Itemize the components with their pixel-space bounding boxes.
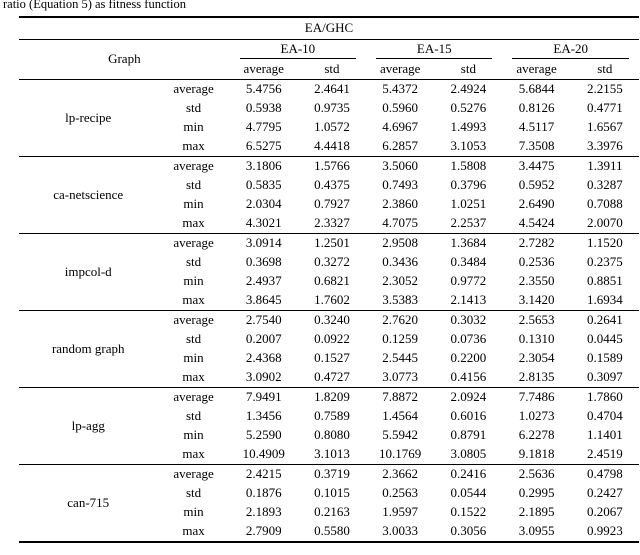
- value-cell: 1.3456: [245, 408, 282, 424]
- stat-label-cell: max: [182, 369, 205, 385]
- stat-label-cell: min: [183, 350, 204, 366]
- value-cell: 3.1806: [230, 157, 298, 177]
- value-cell: 4.3021: [245, 215, 282, 231]
- value-cell: 1.5766: [298, 157, 366, 177]
- value-cell: 2.7909: [245, 523, 282, 539]
- value-cell: 1.7860: [571, 388, 639, 408]
- value-cell: 6.5275: [245, 138, 282, 154]
- table-title: EA/GHC: [19, 17, 639, 40]
- value-cell: 0.1527: [314, 350, 350, 366]
- table-row: [19, 465, 639, 485]
- value-cell: 0.7927: [314, 196, 350, 212]
- value-cell: 0.2067: [586, 504, 623, 520]
- value-cell: 2.2155: [571, 80, 639, 100]
- value-cell: 2.7282: [502, 234, 570, 254]
- value-cell: 3.0033: [382, 523, 419, 539]
- stat-label-cell: std: [185, 100, 202, 116]
- stat-label-cell: max: [182, 138, 205, 154]
- value-cell: 4.6967: [382, 119, 419, 135]
- stat-label-cell: min: [183, 196, 204, 212]
- value-cell: 0.4798: [571, 465, 639, 485]
- value-cell: 0.9923: [586, 523, 623, 539]
- value-cell: 2.4641: [298, 80, 366, 100]
- value-cell: 2.2537: [450, 215, 487, 231]
- subheader-std: std: [571, 59, 639, 80]
- stat-label-cell: average: [157, 311, 229, 331]
- value-cell: 0.3032: [434, 311, 502, 331]
- value-cell: 1.4564: [382, 408, 419, 424]
- stat-label-cell: std: [185, 254, 202, 270]
- value-cell: 0.3097: [586, 369, 623, 385]
- value-cell: 0.1589: [586, 350, 623, 366]
- value-cell: 0.3436: [382, 254, 419, 270]
- value-cell: 0.5960: [382, 100, 419, 116]
- value-cell: 2.3054: [518, 350, 555, 366]
- graph-name-cell: impcol-d: [19, 234, 157, 311]
- value-cell: 2.5653: [502, 311, 570, 331]
- value-cell: 0.6821: [314, 273, 350, 289]
- value-cell: 2.9508: [366, 234, 434, 254]
- value-cell: 0.0922: [314, 331, 350, 347]
- value-cell: 9.1818: [518, 446, 555, 462]
- value-cell: 0.0445: [586, 331, 623, 347]
- column-group-row: [19, 40, 639, 60]
- value-cell: 0.7589: [314, 408, 350, 424]
- value-cell: 1.2501: [298, 234, 366, 254]
- stat-label-cell: std: [185, 177, 202, 193]
- value-cell: 0.1259: [382, 331, 419, 347]
- value-cell: 3.5060: [366, 157, 434, 177]
- value-cell: 4.5117: [518, 119, 555, 135]
- subheader-std: std: [434, 59, 502, 80]
- value-cell: 3.5383: [382, 292, 419, 308]
- value-cell: 5.6844: [502, 80, 570, 100]
- value-cell: 1.5808: [434, 157, 502, 177]
- caption-text: ratio (Equation 5) as fitness function: [3, 0, 186, 11]
- value-cell: 3.3976: [586, 138, 623, 154]
- value-cell: 3.0955: [518, 523, 555, 539]
- value-cell: 0.4156: [450, 369, 487, 385]
- value-cell: 0.5835: [245, 177, 282, 193]
- value-cell: 5.4756: [230, 80, 298, 100]
- value-cell: 0.3240: [298, 311, 366, 331]
- value-cell: 3.0805: [450, 446, 487, 462]
- subheader-std: std: [298, 59, 366, 80]
- stat-label-cell: max: [182, 292, 205, 308]
- graph-name-cell: ca-netscience: [19, 157, 157, 234]
- table-row: [19, 80, 639, 100]
- value-cell: 4.5424: [518, 215, 555, 231]
- value-cell: 3.8645: [245, 292, 282, 308]
- table-row: [19, 157, 639, 177]
- value-cell: 7.9491: [230, 388, 298, 408]
- value-cell: 0.2563: [382, 485, 419, 501]
- stat-label-cell: std: [185, 485, 202, 501]
- value-cell: 2.0924: [434, 388, 502, 408]
- value-cell: 0.3698: [245, 254, 282, 270]
- value-cell: 5.2590: [245, 427, 282, 443]
- stat-label-cell: std: [185, 408, 202, 424]
- graph-name-cell: lp-agg: [19, 388, 157, 465]
- value-cell: 2.3860: [382, 196, 419, 212]
- value-cell: 0.8791: [450, 427, 487, 443]
- value-cell: 0.8126: [518, 100, 555, 116]
- subheader-average: average: [366, 59, 434, 80]
- value-cell: 0.2536: [518, 254, 555, 270]
- stat-label-cell: max: [182, 523, 205, 539]
- value-cell: 5.4372: [366, 80, 434, 100]
- value-cell: 0.2427: [586, 485, 623, 501]
- value-cell: 1.3911: [571, 157, 639, 177]
- value-cell: 1.7602: [314, 292, 350, 308]
- subheader-average: average: [502, 59, 570, 80]
- value-cell: 0.9735: [314, 100, 350, 116]
- value-cell: 2.5445: [382, 350, 419, 366]
- stat-label-cell: min: [183, 273, 204, 289]
- value-cell: 2.0070: [586, 215, 623, 231]
- value-cell: 0.4375: [314, 177, 350, 193]
- stat-label-cell: std: [185, 331, 202, 347]
- value-cell: 0.2375: [586, 254, 623, 270]
- value-cell: 0.7493: [382, 177, 419, 193]
- stat-label-cell: average: [157, 80, 229, 100]
- value-cell: 0.2995: [518, 485, 555, 501]
- value-cell: 4.7075: [382, 215, 419, 231]
- value-cell: 0.1310: [518, 331, 555, 347]
- stat-label-cell: min: [183, 504, 204, 520]
- value-cell: 3.0914: [230, 234, 298, 254]
- value-cell: 3.1053: [450, 138, 487, 154]
- value-cell: 0.3484: [450, 254, 487, 270]
- value-cell: 6.2857: [382, 138, 419, 154]
- value-cell: 0.3796: [450, 177, 487, 193]
- graph-name-cell: lp-recipe: [19, 80, 157, 157]
- value-cell: 0.3272: [314, 254, 350, 270]
- value-cell: 2.4215: [230, 465, 298, 485]
- stat-label-cell: average: [157, 388, 229, 408]
- value-cell: 4.4418: [314, 138, 350, 154]
- value-cell: 2.1895: [518, 504, 555, 520]
- stat-label-cell: max: [182, 446, 205, 462]
- value-cell: 1.6934: [586, 292, 623, 308]
- value-cell: 2.7540: [230, 311, 298, 331]
- value-cell: 3.4475: [502, 157, 570, 177]
- value-cell: 2.4937: [245, 273, 282, 289]
- table-row: [19, 311, 639, 331]
- value-cell: 0.1876: [245, 485, 282, 501]
- value-cell: 2.4924: [434, 80, 502, 100]
- value-cell: 3.0773: [382, 369, 419, 385]
- value-cell: 2.7620: [366, 311, 434, 331]
- stat-label-cell: min: [183, 427, 204, 443]
- value-cell: 0.5952: [518, 177, 555, 193]
- value-cell: 0.1015: [314, 485, 350, 501]
- stat-label-cell: min: [183, 119, 204, 135]
- value-cell: 0.1522: [450, 504, 487, 520]
- value-cell: 0.7088: [586, 196, 623, 212]
- value-cell: 2.3550: [518, 273, 555, 289]
- value-cell: 2.3052: [382, 273, 419, 289]
- value-cell: 1.3684: [434, 234, 502, 254]
- value-cell: 2.3327: [314, 215, 350, 231]
- value-cell: 2.4368: [245, 350, 282, 366]
- value-cell: 0.4771: [586, 100, 623, 116]
- value-cell: 0.5580: [314, 523, 350, 539]
- value-cell: 7.3508: [518, 138, 555, 154]
- table-row: [19, 234, 639, 254]
- graph-column-header: Graph: [19, 40, 230, 80]
- value-cell: 2.3662: [366, 465, 434, 485]
- value-cell: 3.0902: [245, 369, 282, 385]
- value-cell: 0.6016: [450, 408, 487, 424]
- value-cell: 1.4993: [450, 119, 487, 135]
- stat-label-cell: max: [182, 215, 205, 231]
- value-cell: 1.1401: [586, 427, 623, 443]
- table-title-row: [19, 17, 639, 40]
- table-body: [19, 80, 639, 543]
- value-cell: 0.9772: [450, 273, 487, 289]
- value-cell: 0.5938: [245, 100, 282, 116]
- value-cell: 1.0572: [314, 119, 350, 135]
- table-row: [19, 388, 639, 408]
- value-cell: 2.8135: [518, 369, 555, 385]
- col-group-ea10: EA-10: [230, 40, 366, 60]
- value-cell: 5.5942: [382, 427, 419, 443]
- value-cell: 0.2641: [571, 311, 639, 331]
- value-cell: 2.4519: [586, 446, 623, 462]
- value-cell: 0.2007: [245, 331, 282, 347]
- value-cell: 2.0304: [245, 196, 282, 212]
- stat-label-cell: average: [157, 234, 229, 254]
- value-cell: 0.8080: [314, 427, 350, 443]
- value-cell: 1.0273: [518, 408, 555, 424]
- value-cell: 0.3719: [298, 465, 366, 485]
- value-cell: 10.4909: [242, 446, 285, 462]
- value-cell: 1.9597: [382, 504, 419, 520]
- value-cell: 0.0736: [450, 331, 487, 347]
- value-cell: 1.6567: [586, 119, 623, 135]
- stat-label-cell: average: [157, 465, 229, 485]
- value-cell: 0.2200: [450, 350, 487, 366]
- value-cell: 7.7486: [502, 388, 570, 408]
- graph-name-cell: can-715: [19, 465, 157, 543]
- value-cell: 1.1520: [571, 234, 639, 254]
- value-cell: 3.1420: [518, 292, 555, 308]
- value-cell: 0.4727: [314, 369, 350, 385]
- value-cell: 2.1893: [245, 504, 282, 520]
- value-cell: 0.8851: [586, 273, 623, 289]
- stat-label-cell: average: [157, 157, 229, 177]
- value-cell: 4.7795: [245, 119, 282, 135]
- value-cell: 3.1013: [314, 446, 350, 462]
- value-cell: 10.1769: [379, 446, 422, 462]
- value-cell: 0.3287: [586, 177, 623, 193]
- value-cell: 0.5276: [450, 100, 487, 116]
- value-cell: 0.0544: [450, 485, 487, 501]
- value-cell: 7.8872: [366, 388, 434, 408]
- value-cell: 2.1413: [450, 292, 487, 308]
- value-cell: 0.3056: [450, 523, 487, 539]
- value-cell: 0.4704: [586, 408, 623, 424]
- value-cell: 1.8209: [298, 388, 366, 408]
- value-cell: 0.2163: [314, 504, 350, 520]
- value-cell: 6.2278: [518, 427, 555, 443]
- col-group-ea20: EA-20: [502, 40, 639, 60]
- graph-name-cell: random graph: [19, 311, 157, 388]
- value-cell: 2.5636: [502, 465, 570, 485]
- value-cell: 1.0251: [450, 196, 487, 212]
- value-cell: 2.6490: [518, 196, 555, 212]
- col-group-ea15: EA-15: [366, 40, 502, 60]
- subheader-average: average: [230, 59, 298, 80]
- value-cell: 0.2416: [434, 465, 502, 485]
- results-table: [19, 16, 639, 543]
